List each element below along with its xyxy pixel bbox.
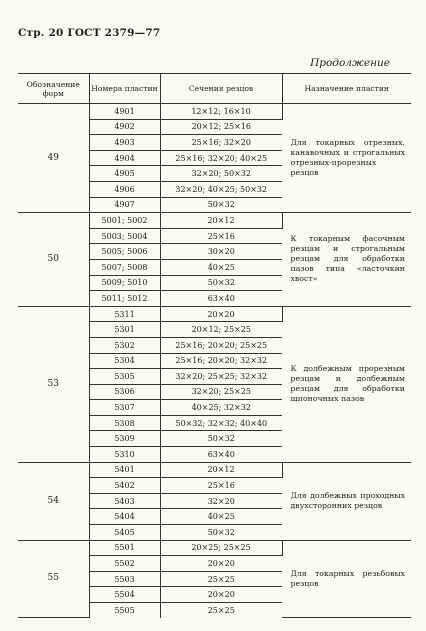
section-cell: 20×20: [160, 587, 282, 603]
section-cell: 63×40: [160, 291, 282, 307]
section-cell: 50×32: [160, 525, 282, 541]
section-cell: 32×20; 25×25: [160, 384, 282, 400]
plate-number-cell: 5005; 5006: [89, 244, 160, 260]
form-cell: 54: [18, 462, 89, 540]
table-body: [18, 104, 411, 618]
section-cell: 50×32: [160, 431, 282, 447]
section-cell: 20×20: [160, 556, 282, 572]
plate-number-cell: 5301: [89, 322, 160, 338]
section-cell: 25×16; 32×20: [160, 135, 282, 151]
purpose-cell: Для долбежных проходных двухсторонних резцов: [282, 462, 411, 540]
form-cell: 49: [18, 104, 89, 213]
section-cell: 12×12; 16×10: [160, 104, 282, 120]
plate-number-cell: 5402: [89, 478, 160, 494]
plate-number-cell: 4902: [89, 119, 160, 135]
table-row: [18, 104, 411, 120]
section-cell: 32×20; 50×32: [160, 166, 282, 182]
plate-number-cell: 4903: [89, 135, 160, 151]
plate-number-cell: 4907: [89, 197, 160, 213]
table-row: [18, 540, 411, 556]
purpose-cell: К токарным фасочным резцам и строгальным резцам для обработки пазов типа «ласточкин хвост»: [282, 213, 411, 307]
plate-number-cell: 5007; 5008: [89, 259, 160, 275]
plate-number-cell: 5401: [89, 462, 160, 478]
table-row: [18, 462, 411, 478]
plate-number-cell: 5308: [89, 415, 160, 431]
plate-number-cell: 5504: [89, 587, 160, 603]
section-cell: 40×25: [160, 509, 282, 525]
section-cell: 32×20; 40×25; 50×32: [160, 181, 282, 197]
plate-number-cell: 5405: [89, 525, 160, 541]
column-header-purpose: Назначение пластин: [282, 74, 411, 104]
plate-number-cell: 5309: [89, 431, 160, 447]
column-header-form: Обозначение форм: [18, 74, 89, 104]
section-cell: 20×12; 25×25: [160, 322, 282, 338]
plates-table: [18, 73, 411, 618]
plate-number-cell: 4901: [89, 104, 160, 120]
plate-number-cell: 5305: [89, 369, 160, 385]
plate-number-cell: 5009; 5010: [89, 275, 160, 291]
section-cell: 32×20: [160, 493, 282, 509]
section-cell: 25×16: [160, 228, 282, 244]
section-cell: 63×40: [160, 447, 282, 463]
plate-number-cell: 5310: [89, 447, 160, 463]
plate-number-cell: 5505: [89, 603, 160, 618]
plate-number-cell: 5011; 5012: [89, 291, 160, 307]
form-cell: 50: [18, 213, 89, 307]
section-cell: 50×32; 32×32; 40×40: [160, 415, 282, 431]
form-cell: 53: [18, 306, 89, 462]
section-cell: 50×32: [160, 275, 282, 291]
plate-number-cell: 5001; 5002: [89, 213, 160, 229]
plate-number-cell: 5003; 5004: [89, 228, 160, 244]
plate-number-cell: 4904: [89, 150, 160, 166]
plate-number-cell: 5501: [89, 540, 160, 556]
section-cell: 25×16; 20×20; 25×25: [160, 337, 282, 353]
table-row: [18, 213, 411, 229]
plate-number-cell: 4905: [89, 166, 160, 182]
section-cell: 20×12; 25×16: [160, 119, 282, 135]
column-header-section: Сечения резцов: [160, 74, 282, 104]
purpose-cell: Для токарных резьбовых резцов: [282, 540, 411, 617]
section-cell: 50×32: [160, 197, 282, 213]
section-cell: 25×16; 32×20; 40×25: [160, 150, 282, 166]
plate-number-cell: 5306: [89, 384, 160, 400]
form-cell: 55: [18, 540, 89, 617]
plate-number-cell: 5502: [89, 556, 160, 572]
section-cell: 25×25: [160, 571, 282, 587]
section-cell: 25×16; 20×20; 32×32: [160, 353, 282, 369]
section-cell: 20×20: [160, 306, 282, 322]
plate-number-cell: 5503: [89, 571, 160, 587]
plate-number-cell: 5311: [89, 306, 160, 322]
table-header-row: [18, 74, 411, 104]
plate-number-cell: 4906: [89, 181, 160, 197]
purpose-cell: Для токарных отрезных, канавочных и строгальных отрезных-прорезных резцов: [282, 104, 411, 213]
section-cell: 20×12: [160, 213, 282, 229]
table-row: [18, 306, 411, 322]
plate-number-cell: 5302: [89, 337, 160, 353]
section-cell: 25×16: [160, 478, 282, 494]
continuation-label: Продолжение: [310, 57, 390, 69]
section-cell: 40×25; 32×32: [160, 400, 282, 416]
page-header: Стр. 20 ГОСТ 2379—77: [18, 27, 161, 39]
section-cell: 20×12: [160, 462, 282, 478]
plate-number-cell: 5403: [89, 493, 160, 509]
section-cell: 40×25: [160, 259, 282, 275]
plate-number-cell: 5307: [89, 400, 160, 416]
section-cell: 30×20: [160, 244, 282, 260]
plate-number-cell: 5404: [89, 509, 160, 525]
section-cell: 20×25; 25×25: [160, 540, 282, 556]
section-cell: 25×25: [207, 605, 235, 615]
plate-number-cell: 5304: [89, 353, 160, 369]
section-cell: 32×20; 25×25; 32×32: [160, 369, 282, 385]
purpose-cell: К долбежным прорезным резцам и долбежным резцам для обработки шпоночных пазов: [282, 306, 411, 462]
column-header-plate: Номера пластин: [89, 74, 160, 104]
